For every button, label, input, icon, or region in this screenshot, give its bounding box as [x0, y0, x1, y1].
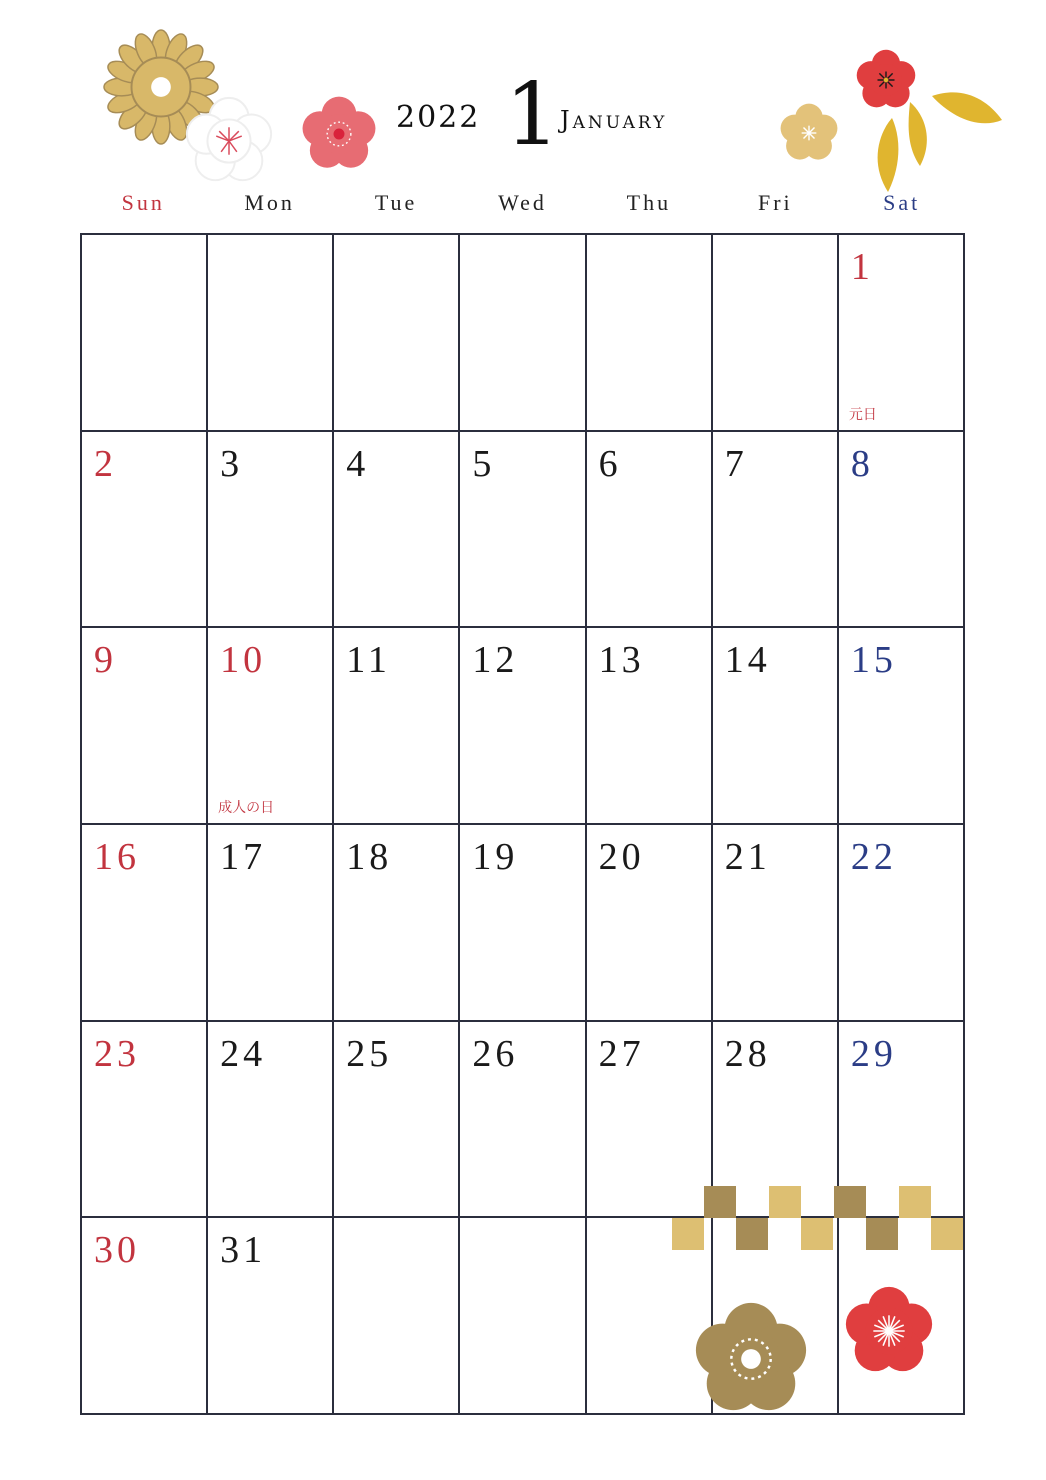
day-number: 21	[724, 836, 771, 878]
pink-plum-icon	[298, 93, 380, 175]
day-number: 27	[598, 1032, 645, 1075]
day-number: 4	[346, 442, 370, 485]
day-cell[interactable]	[82, 235, 208, 432]
day-cell[interactable]	[82, 1218, 208, 1415]
day-number: 28	[724, 1032, 771, 1075]
day-cell[interactable]	[460, 432, 586, 629]
day-number: 25	[346, 1032, 393, 1075]
day-cell[interactable]	[839, 825, 965, 1022]
weekday-label-tue: Tue	[374, 190, 418, 215]
day-number: 6	[598, 442, 622, 485]
day-number: 7	[724, 442, 748, 485]
day-number: 2	[94, 442, 117, 485]
day-cell[interactable]	[82, 432, 208, 629]
day-number: 13	[598, 639, 645, 682]
day-number: 11	[346, 639, 391, 682]
day-cell[interactable]	[587, 432, 713, 629]
weekday-label-sat: Sat	[883, 190, 921, 215]
day-cell[interactable]	[334, 825, 460, 1022]
weekday-header-row	[80, 190, 965, 220]
day-cell[interactable]	[334, 1022, 460, 1219]
day-cell[interactable]	[587, 628, 713, 825]
day-number: 15	[850, 639, 897, 682]
day-number: 24	[220, 1032, 267, 1075]
day-cell[interactable]	[208, 628, 334, 825]
day-cell[interactable]	[839, 432, 965, 629]
weekday-label-fri: Fri	[757, 190, 793, 215]
holiday-label: 成人の日	[218, 800, 275, 816]
title-year: 2022	[396, 100, 481, 135]
day-cell[interactable]	[713, 432, 839, 629]
day-cell[interactable]	[713, 235, 839, 432]
day-cell[interactable]	[82, 825, 208, 1022]
day-cell[interactable]	[208, 235, 334, 432]
day-cell[interactable]	[587, 825, 713, 1022]
day-number: 12	[472, 639, 519, 682]
day-number: 26	[472, 1032, 519, 1075]
day-cell[interactable]	[713, 825, 839, 1022]
day-cell[interactable]	[334, 235, 460, 432]
day-cell[interactable]	[839, 628, 965, 825]
day-number: 20	[598, 836, 645, 878]
checker-pattern	[672, 1186, 966, 1250]
weekday-label-sun: Sun	[121, 190, 165, 215]
title-month-name: January	[560, 106, 668, 134]
day-number: 5	[472, 442, 496, 485]
day-number: 19	[472, 836, 519, 878]
holiday-label: 元日	[848, 406, 877, 423]
day-number: 18	[346, 836, 393, 878]
weekday-label-mon: Mon	[244, 190, 295, 215]
day-cell[interactable]	[334, 628, 460, 825]
day-cell[interactable]	[208, 1022, 334, 1219]
day-cell[interactable]	[82, 628, 208, 825]
bronze-plum-icon	[690, 1298, 812, 1420]
day-number: 30	[94, 1229, 140, 1272]
day-cell[interactable]	[208, 825, 334, 1022]
white-plum-icon	[180, 92, 278, 190]
red-plum-icon	[852, 46, 920, 114]
day-cell[interactable]	[713, 628, 839, 825]
day-cell[interactable]	[460, 825, 586, 1022]
day-number: 16	[94, 836, 140, 878]
day-cell[interactable]	[208, 1218, 334, 1415]
day-cell[interactable]	[460, 628, 586, 825]
gold-plum-icon	[776, 100, 842, 166]
day-cell[interactable]	[82, 1022, 208, 1219]
day-number: 22	[850, 836, 897, 878]
day-cell[interactable]	[460, 1022, 586, 1219]
day-number: 29	[850, 1032, 897, 1075]
day-number: 14	[724, 639, 771, 682]
day-cell[interactable]	[208, 432, 334, 629]
day-cell[interactable]	[460, 1218, 586, 1415]
title-month-number: 1	[505, 65, 560, 165]
weekday-label-thu: Thu	[626, 190, 672, 215]
day-number: 10	[220, 639, 267, 682]
day-number: 3	[220, 442, 244, 485]
day-cell[interactable]	[334, 432, 460, 629]
day-number: 1	[850, 246, 874, 288]
day-cell[interactable]	[334, 1218, 460, 1415]
day-number: 8	[850, 442, 874, 485]
day-number: 31	[220, 1229, 267, 1272]
day-cell[interactable]	[839, 235, 965, 432]
weekday-label-wed: Wed	[498, 190, 547, 215]
day-number: 23	[94, 1032, 140, 1075]
red-plum-icon	[840, 1282, 938, 1380]
day-cell[interactable]	[587, 235, 713, 432]
day-number: 17	[220, 836, 267, 878]
day-cell[interactable]	[460, 235, 586, 432]
day-number: 9	[94, 639, 117, 682]
